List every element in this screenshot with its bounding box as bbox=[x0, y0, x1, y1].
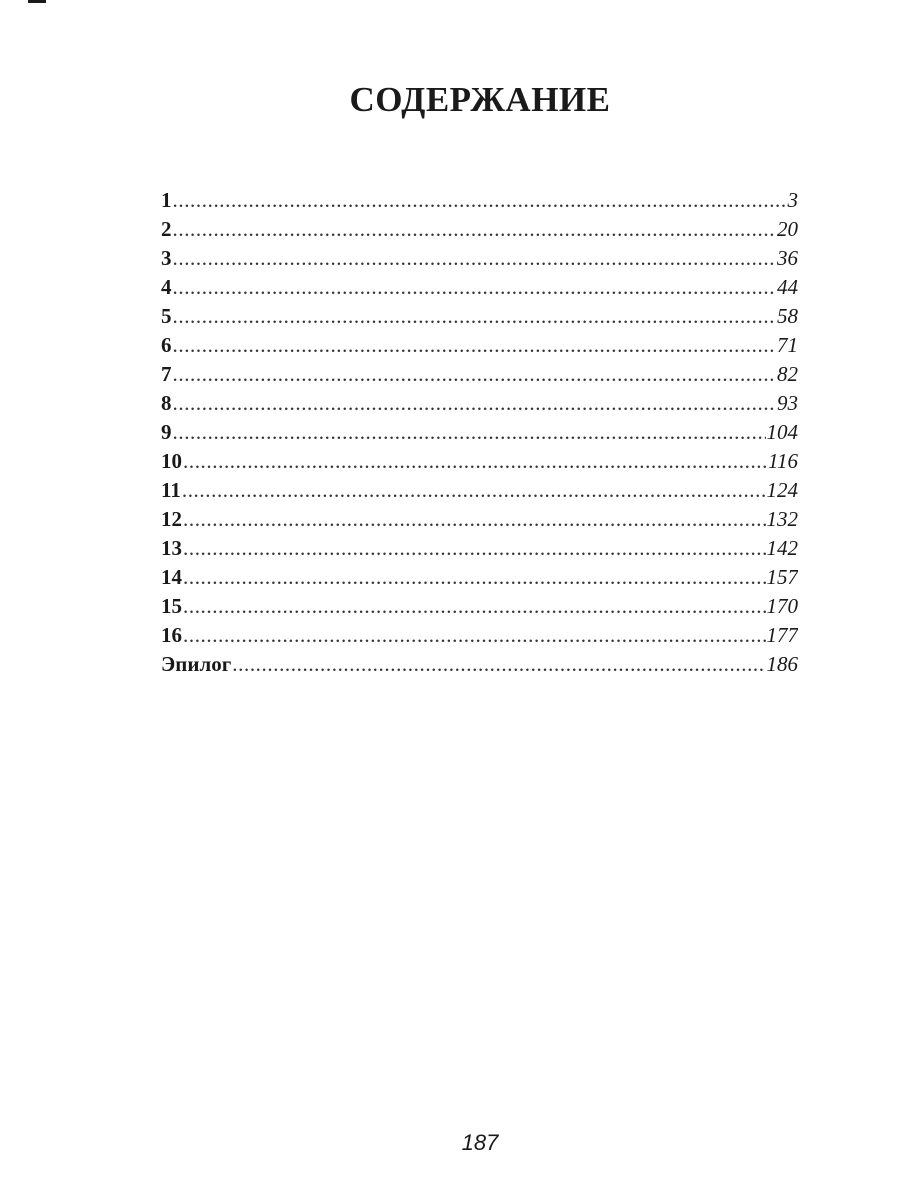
toc-entry bbox=[161, 244, 798, 273]
toc-entry-label: 3 bbox=[161, 246, 172, 270]
toc-entry-page: 36 bbox=[777, 246, 798, 270]
toc-entry-label: 16 bbox=[161, 623, 182, 647]
toc-entry-label: 6 bbox=[161, 333, 172, 357]
toc-dot-leader bbox=[232, 650, 765, 679]
toc-entry bbox=[161, 186, 798, 215]
toc-dot-leader bbox=[173, 360, 777, 389]
toc-entry bbox=[161, 447, 798, 476]
toc-dot-leader bbox=[173, 389, 777, 418]
toc-entry-label: 11 bbox=[161, 478, 181, 502]
toc-entry bbox=[161, 331, 798, 360]
toc-entry-label: Эпилог bbox=[161, 652, 232, 676]
toc-entry bbox=[161, 302, 798, 331]
toc-entry-page: 142 bbox=[766, 536, 798, 560]
corner-mark bbox=[28, 0, 46, 3]
toc-entry bbox=[161, 273, 798, 302]
toc-dot-leader bbox=[183, 621, 766, 650]
toc-entry bbox=[161, 505, 798, 534]
toc-entry-label: 2 bbox=[161, 217, 172, 241]
toc-entry-label: 9 bbox=[161, 420, 172, 444]
toc-entry-page: 170 bbox=[766, 594, 798, 618]
page-title: СОДЕРЖАНИЕ bbox=[349, 80, 611, 119]
toc-entry-page: 71 bbox=[777, 333, 798, 357]
toc-entry-page: 177 bbox=[766, 623, 798, 647]
toc-entry-page: 58 bbox=[777, 304, 798, 328]
toc-dot-leader bbox=[173, 302, 777, 331]
toc-entry-label: 7 bbox=[161, 362, 172, 386]
toc-dot-leader bbox=[173, 186, 787, 215]
toc-entry-page: 132 bbox=[766, 507, 798, 531]
toc-entry-label: 14 bbox=[161, 565, 182, 589]
toc-entry bbox=[161, 650, 798, 679]
table-of-contents bbox=[161, 186, 798, 679]
toc-entry bbox=[161, 621, 798, 650]
toc-entry bbox=[161, 360, 798, 389]
toc-entry-label: 5 bbox=[161, 304, 172, 328]
toc-entry bbox=[161, 389, 798, 418]
toc-dot-leader bbox=[183, 592, 766, 621]
toc-entry bbox=[161, 476, 798, 505]
toc-dot-leader bbox=[173, 215, 777, 244]
toc-entry bbox=[161, 418, 798, 447]
toc-entry bbox=[161, 215, 798, 244]
page-number: 187 bbox=[461, 1130, 499, 1155]
toc-entry-page: 104 bbox=[766, 420, 798, 444]
toc-entry-page: 3 bbox=[787, 188, 798, 212]
toc-entry-label: 15 bbox=[161, 594, 182, 618]
toc-entry-page: 93 bbox=[777, 391, 798, 415]
toc-entry-label: 13 bbox=[161, 536, 182, 560]
toc-dot-leader bbox=[183, 534, 766, 563]
toc-dot-leader bbox=[173, 244, 777, 273]
toc-entry-page: 157 bbox=[766, 565, 798, 589]
toc-entry-page: 20 bbox=[777, 217, 798, 241]
toc-entry-page: 124 bbox=[766, 478, 798, 502]
toc-dot-leader bbox=[182, 476, 766, 505]
toc-entry-label: 8 bbox=[161, 391, 172, 415]
toc-entry-label: 12 bbox=[161, 507, 182, 531]
toc-entry bbox=[161, 592, 798, 621]
toc-entry-page: 44 bbox=[777, 275, 798, 299]
toc-entry-label: 1 bbox=[161, 188, 172, 212]
toc-entry bbox=[161, 563, 798, 592]
toc-entry-page: 82 bbox=[777, 362, 798, 386]
toc-dot-leader bbox=[173, 331, 777, 360]
toc-dot-leader bbox=[183, 563, 766, 592]
toc-dot-leader bbox=[173, 273, 777, 302]
toc-entry bbox=[161, 534, 798, 563]
toc-entry-page: 186 bbox=[766, 652, 798, 676]
toc-dot-leader bbox=[183, 505, 766, 534]
toc-dot-leader bbox=[183, 447, 767, 476]
toc-entry-label: 10 bbox=[161, 449, 182, 473]
toc-entry-label: 4 bbox=[161, 275, 172, 299]
toc-entry-page: 116 bbox=[768, 449, 798, 473]
toc-dot-leader bbox=[173, 418, 766, 447]
